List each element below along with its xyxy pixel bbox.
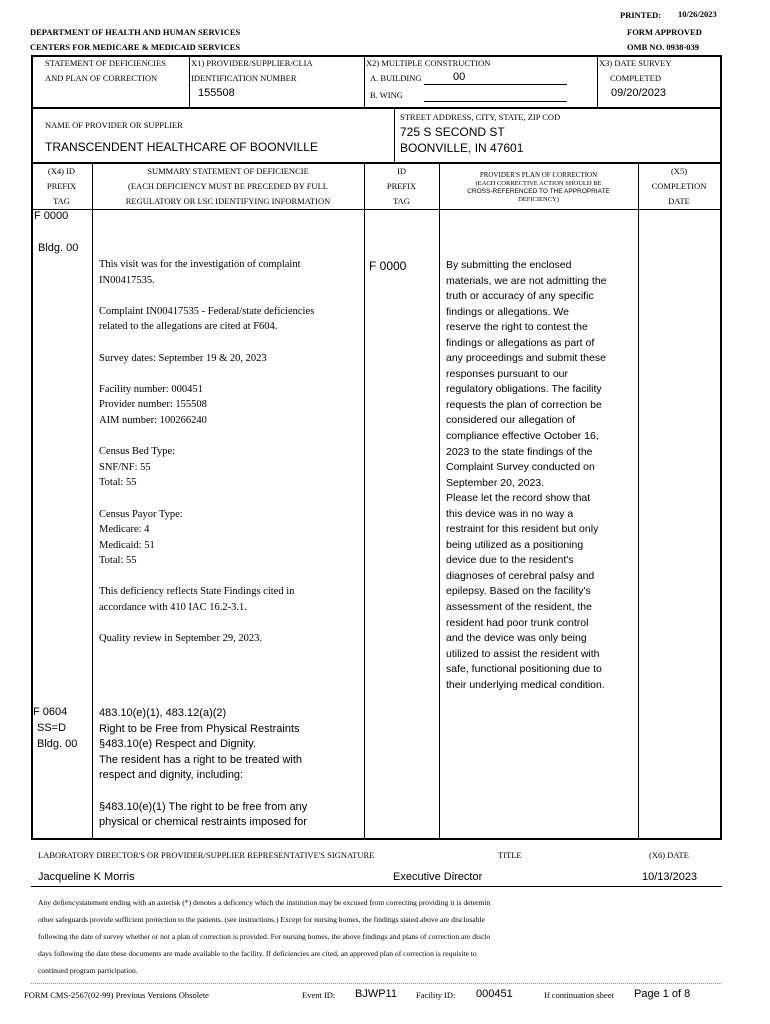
tag-f0604: F 0604 <box>33 706 68 718</box>
signer-name: Jacqueline K Morris <box>38 871 135 883</box>
signature-date: 10/13/2023 <box>642 871 698 883</box>
form-approved: FORM APPROVED <box>627 27 702 37</box>
plan-line: diagnoses of cerebral palsy and <box>446 569 595 582</box>
plan-line: findings or allegations. We <box>446 305 569 318</box>
date-label: (X6) DATE <box>649 850 689 860</box>
summary-line: AIM number: 100266240 <box>99 414 207 426</box>
provider-name: TRANSCENDENT HEALTHCARE OF BOONVILLE <box>45 140 318 154</box>
plan-line: epilepsy. Based on the facility's <box>446 585 591 598</box>
signer-title: Executive Director <box>393 871 483 883</box>
provider-name-label: NAME OF PROVIDER OR SUPPLIER <box>45 120 183 130</box>
x3-label-2: COMPLETED <box>610 73 661 83</box>
x4-header-1: (X4) ID <box>47 166 76 176</box>
plan-header-4: DEFICIENCY) <box>518 196 559 203</box>
plan-header-1: PROVIDER'S PLAN OF CORRECTION <box>479 171 598 179</box>
plan-line: compliance effective October 16, <box>446 430 599 443</box>
summary-line: Right to be Free from Physical Restraints <box>99 722 300 735</box>
plan-line: truth or accuracy of any specific <box>446 290 594 303</box>
wing-label: B. WING <box>370 90 403 100</box>
summary-line: IN00417535. <box>99 274 155 286</box>
summary-line: accordance with 410 IAC 16.2-3.1. <box>99 602 247 614</box>
summary-line: §483.10(e) Respect and Dignity. <box>99 738 256 751</box>
plan-line: their underlying medical condition. <box>446 678 605 691</box>
summary-line: physical or chemical restraints imposed for <box>99 816 307 829</box>
summary-f0604 <box>99 706 361 831</box>
summary-line: This deficiency reflects State Findings cited in <box>99 586 295 598</box>
statement-label-2: AND PLAN OF CORRECTION <box>45 73 158 83</box>
plan-header-2: (EACH CORRECTIVE ACTION SHOULD BE <box>475 180 602 187</box>
summary-line: Survey dates: September 19 & 20, 2023 <box>99 352 267 364</box>
disclaimer-line: days following the date these documents are made available to the facility. If deficiencies are cited, an approved plan of correction is requisite to <box>38 949 477 958</box>
summary-line: Medicare: 4 <box>99 524 150 536</box>
x2-label: X2) MULTIPLE CONSTRUCTION <box>366 58 491 68</box>
title-label: TITLE <box>498 850 522 860</box>
summary-line <box>99 784 361 800</box>
summary-f0000 <box>99 257 361 647</box>
address-line1: 725 S SECOND ST <box>400 125 505 139</box>
summary-header-1: SUMMARY STATEMENT OF DEFICIENCIE <box>147 166 309 176</box>
summary-header-2: (EACH DEFICIENCY MUST BE PRECEDED BY FULL <box>128 181 328 191</box>
id-header-3: TAG <box>393 196 410 206</box>
summary-line: Quality review in September 29, 2023. <box>99 633 263 645</box>
survey-completed-date: 09/20/2023 <box>611 87 667 99</box>
summary-line: Census Bed Type: <box>99 446 176 458</box>
plan-line: considered our allegation of <box>446 414 576 427</box>
summary-line: Census Payor Type: <box>99 508 183 520</box>
summary-line <box>99 569 361 585</box>
summary-line: Facility number: 000451 <box>99 383 203 395</box>
x5-header-2: COMPLETION <box>651 181 707 191</box>
plan-line: safe, functional positioning due to <box>446 663 602 676</box>
summary-line <box>99 335 361 351</box>
plan-line: being utilized as a positioning <box>446 538 584 551</box>
x4-header-3: TAG <box>53 196 70 206</box>
disclaimer-line: following the date of survey whether or not a plan of correction is provided. For nursing homes, the above findings and plans of correction are disclo <box>38 932 491 941</box>
summary-line: related to the allegations are cited at F604. <box>99 321 278 333</box>
disclaimer-line: Any defiencystatement ending with an asterisk (*) denotes a deficency which the institution may be excused from correcting providing it is determin <box>38 898 491 907</box>
plan-line: and the device was only being <box>446 632 587 645</box>
summary-line: SNF/NF: 55 <box>99 461 151 473</box>
summary-line <box>99 366 361 382</box>
plan-tag-f0000: F 0000 <box>369 259 407 273</box>
x3-label-1: X3) DATE SURVEY <box>599 58 672 68</box>
plan-line: Complaint Survey conducted on <box>446 461 595 474</box>
disclaimer-line: continued program participation. <box>38 966 138 975</box>
plan-line: 2023 to the state findings of the <box>446 445 593 458</box>
facility-id-value: 000451 <box>476 988 513 1000</box>
plan-line: reserve the right to contest the <box>446 321 588 334</box>
summary-line: respect and dignity, including: <box>99 769 244 782</box>
form-id: FORM CMS-2567(02-99) Previous Versions Obsolete <box>24 990 209 1000</box>
plan-line: regulatory obligations. The facility <box>446 383 602 396</box>
summary-line <box>99 429 361 445</box>
x1-label-1: X1) PROVIDER/SUPPLIER/CLIA <box>191 58 313 68</box>
plan-line: responses pursuant to our <box>446 367 568 380</box>
facility-id-label: Facility ID: <box>416 990 456 1000</box>
ss-severity: SS=D <box>37 722 67 734</box>
continuation-label: If continuation sheet <box>544 990 614 1000</box>
provider-id-value: 155508 <box>198 87 235 99</box>
building-label: A. BUILDING <box>370 73 422 83</box>
x1-label-2: IDENTIFICATION NUMBER <box>191 73 297 83</box>
bldg-f0000: Bldg. 00 <box>38 242 79 254</box>
x5-header-1: (X5) <box>670 166 688 176</box>
x4-header-2: PREFIX <box>46 181 77 191</box>
address-label: STREET ADDRESS, CITY, STATE, ZIP COD <box>400 112 561 122</box>
summary-line: This visit was for the investigation of complaint <box>99 259 301 270</box>
summary-line: 483.10(e)(1), 483.12(a)(2) <box>99 707 227 719</box>
summary-line: Total: 55 <box>99 555 137 567</box>
statement-label-1: STATEMENT OF DEFICIENCIES <box>45 58 167 68</box>
plan-line: utilized to assist the resident with <box>446 647 600 660</box>
page-number: Page 1 of 8 <box>634 988 691 1000</box>
omb-number: OMB NO. 0938-039 <box>627 42 700 52</box>
disclaimer-line: other safeguards provide sufficient protection to the patients. (see instructions.) Except for nursing homes, the findings stated above are disclosable <box>38 915 485 924</box>
event-id-value: BJWP11 <box>355 988 397 1000</box>
plan-line: assessment of the resident, the <box>446 601 592 614</box>
dept-line1: DEPARTMENT OF HEALTH AND HUMAN SERVICES <box>30 27 241 37</box>
address-line2: BOONVILLE, IN 47601 <box>400 141 524 155</box>
plan-line: Please let the record show that <box>446 492 591 505</box>
disclaimer-text <box>38 894 718 979</box>
plan-line: By submitting the enclosed <box>446 259 572 271</box>
id-header-2: PREFIX <box>386 181 417 191</box>
dept-line2: CENTERS FOR MEDICARE & MEDICAID SERVICES <box>30 42 241 52</box>
summary-line: Total: 55 <box>99 477 137 489</box>
summary-header-3: REGULATORY OR LSC IDENTIFYING INFORMATION <box>125 196 331 206</box>
summary-line <box>99 491 361 507</box>
summary-line: Complaint IN00417535 - Federal/state deficiencies <box>99 305 315 317</box>
summary-line: The resident has a right to be treated with <box>99 753 303 766</box>
plan-line: requests the plan of correction be <box>446 398 602 411</box>
printed-label: PRINTED: <box>620 10 662 20</box>
summary-line <box>99 616 361 632</box>
id-header-1: ID <box>397 166 406 176</box>
signature-label: LABORATORY DIRECTOR'S OR PROVIDER/SUPPLIER REPRESENTATIVE'S SIGNATURE <box>38 850 375 860</box>
bldg-f0604: Bldg. 00 <box>37 738 78 750</box>
plan-line: device due to the resident's <box>446 554 574 567</box>
plan-line: resident had poor trunk control <box>446 616 589 629</box>
summary-line <box>99 288 361 304</box>
plan-header-3: CROSS-REFERENCED TO THE APPROPRIATE <box>467 188 610 195</box>
plan-line: restraint for this resident but only <box>446 523 599 536</box>
x5-header-3: DATE <box>668 196 690 206</box>
plan-line: findings or allegations as part of <box>446 336 595 349</box>
plan-line: this device was in no way a <box>446 507 574 520</box>
summary-line: §483.10(e)(1) The right to be free from any <box>99 800 308 813</box>
plan-line: materials, we are not admitting the <box>446 274 607 287</box>
summary-line: Medicaid: 51 <box>99 539 155 551</box>
building-value: 00 <box>453 71 466 83</box>
plan-of-correction-f0000 <box>446 258 636 693</box>
plan-line: September 20, 2023. <box>446 476 545 489</box>
summary-line: Provider number: 155508 <box>99 399 207 411</box>
plan-line: any proceedings and submit these <box>446 352 606 365</box>
event-id-label: Event ID: <box>302 990 336 1000</box>
printed-date: 10/26/2023 <box>678 9 717 19</box>
tag-f0000: F 0000 <box>34 210 69 222</box>
